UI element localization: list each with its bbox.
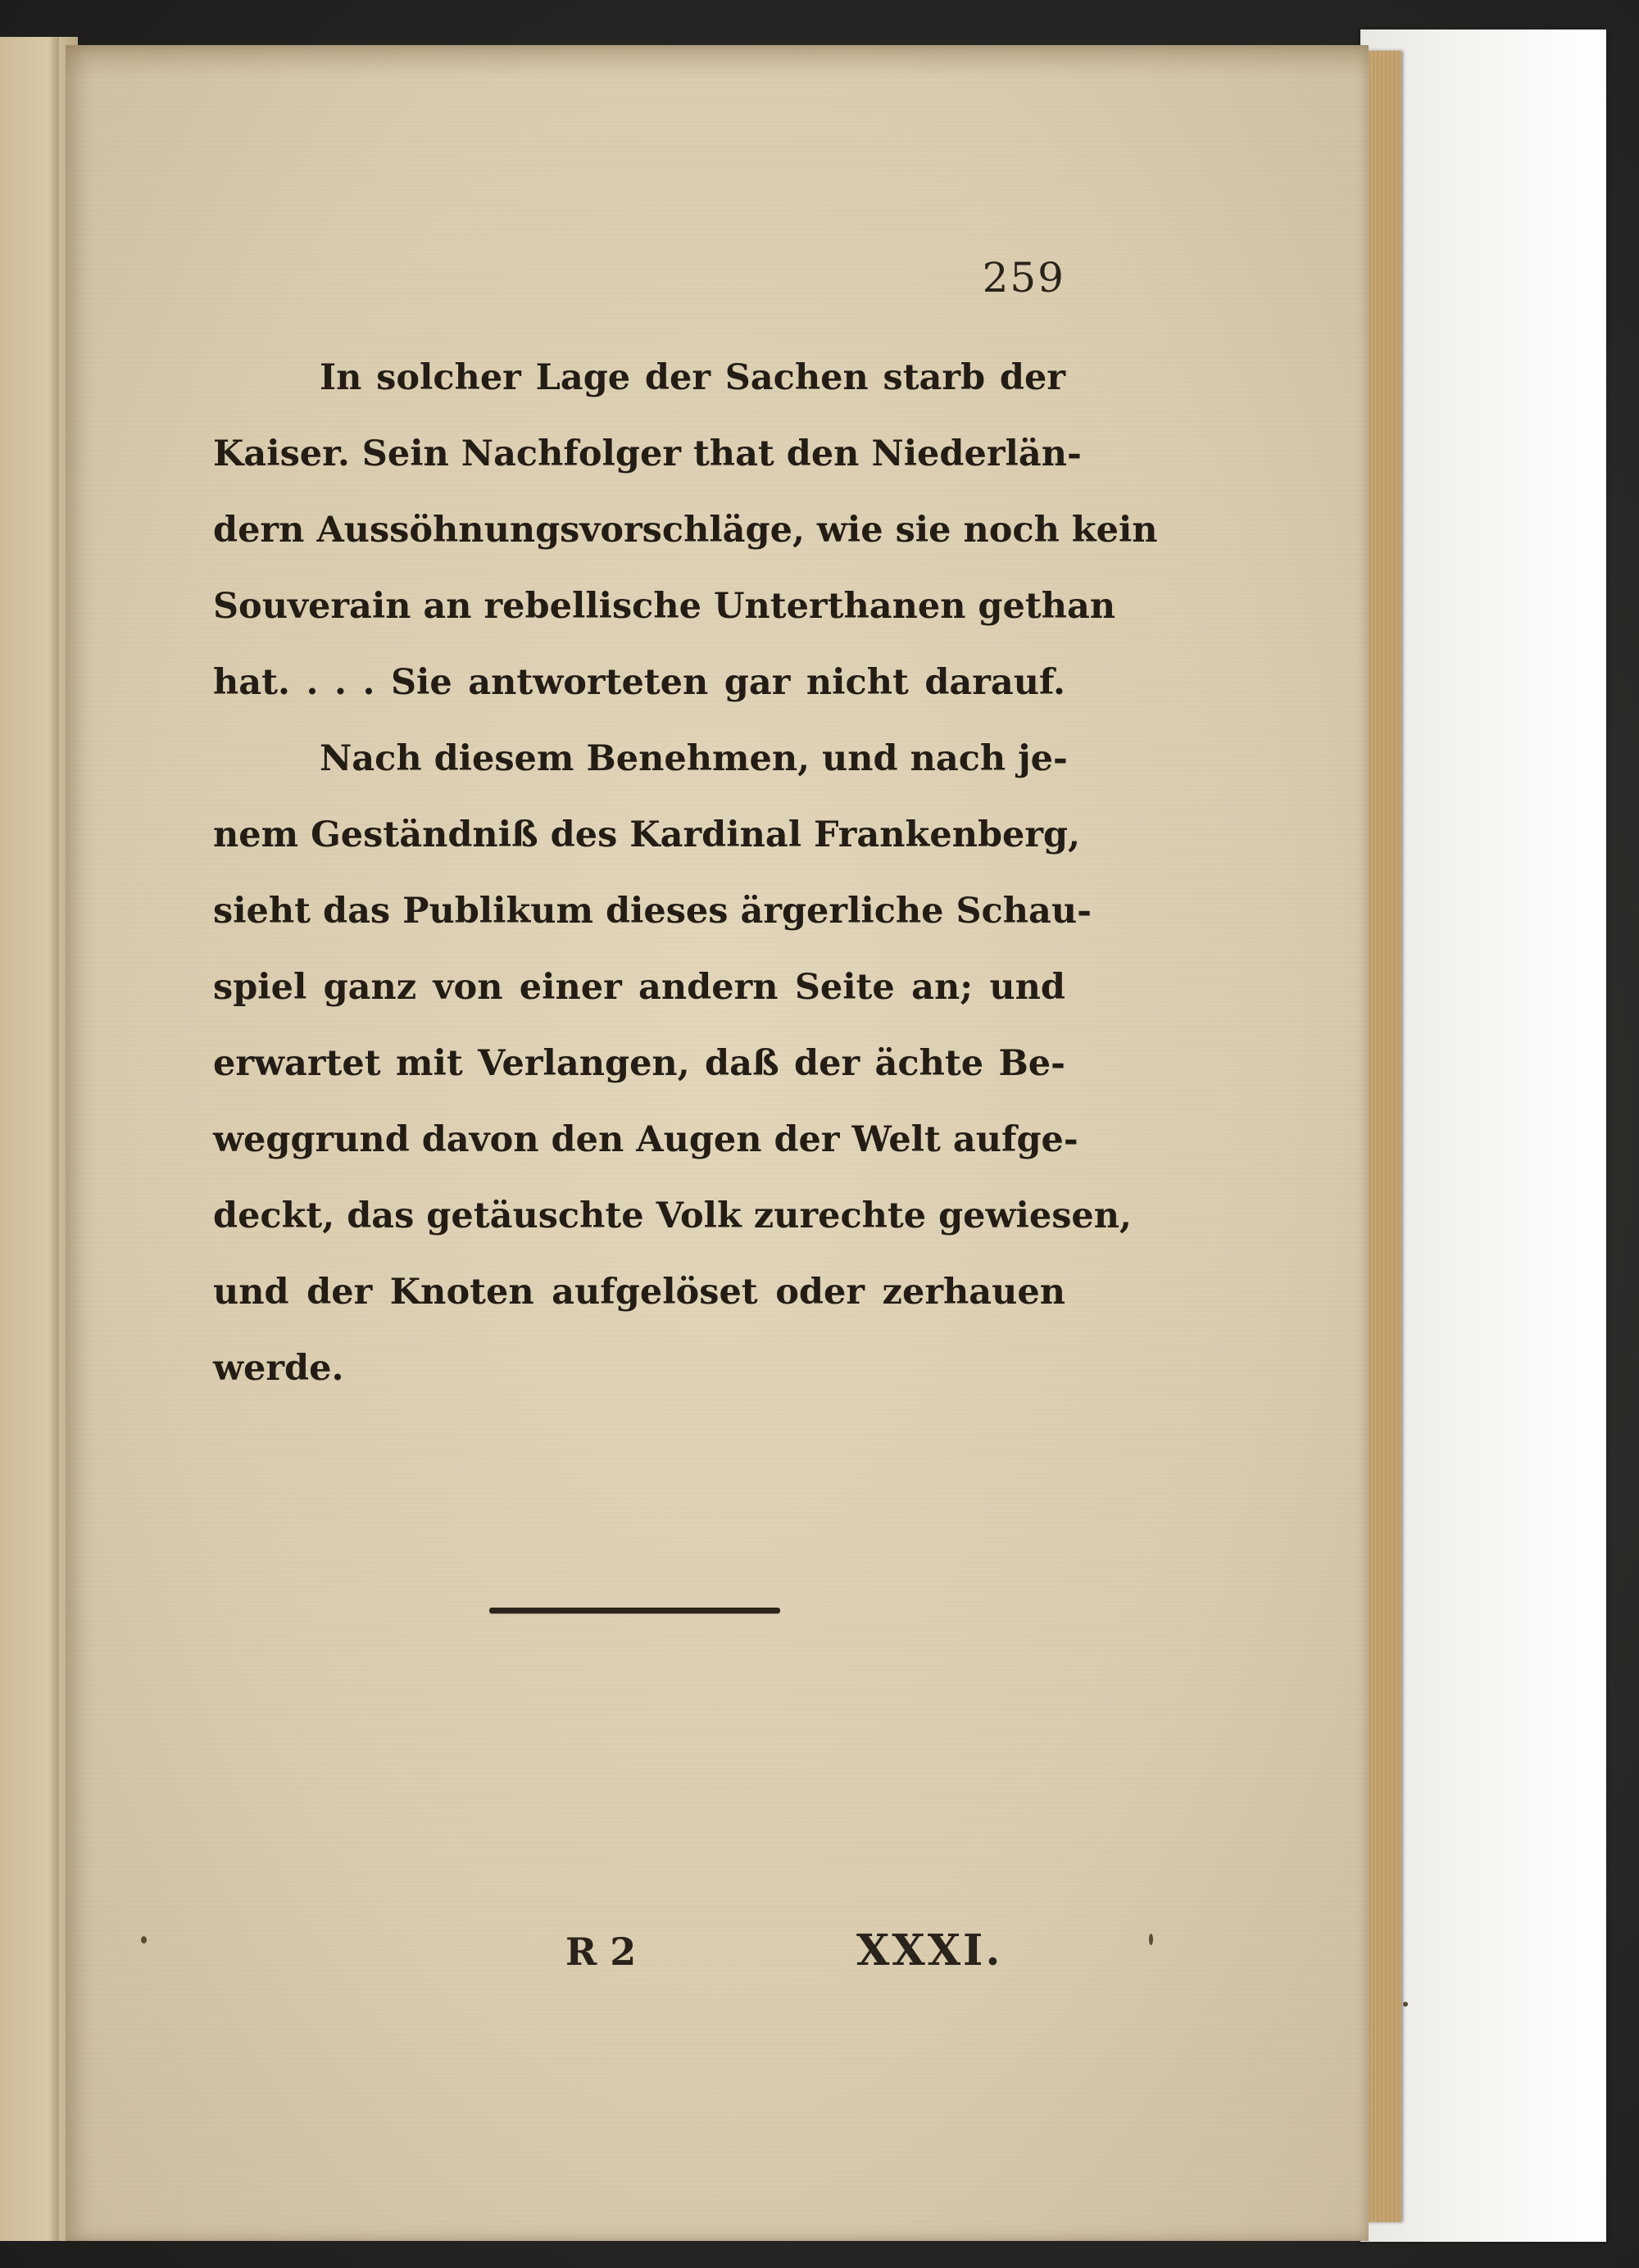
catchword: XXXI. xyxy=(856,1926,1003,1975)
page-top-shade xyxy=(66,45,1369,78)
page-number: 259 xyxy=(982,254,1065,302)
text-line: hat. . . . Sie antworteten gar nicht darauf. xyxy=(213,662,1065,703)
section-divider-rule xyxy=(489,1608,780,1613)
text-line: Kaiser. Sein Nachfolger that den Niederlän- xyxy=(213,433,1082,474)
printer-signature-mark: R 2 xyxy=(565,1930,637,1974)
text-line: werde. xyxy=(213,1348,344,1389)
text-line: weggrund davon den Augen der Welt aufge- xyxy=(213,1119,1078,1160)
text-line: spiel ganz von einer andern Seite an; und xyxy=(213,967,1065,1008)
text-line: Nach diesem Benehmen, und nach je- xyxy=(320,738,1068,779)
text-line: nem Geständniß des Kardinal Frankenberg, xyxy=(213,814,1081,855)
page-body-text xyxy=(213,340,1158,1407)
paper-speck xyxy=(141,1936,147,1944)
paper-speck xyxy=(1403,2002,1408,2007)
text-line: und der Knoten aufgelöset oder zerhauen xyxy=(213,1272,1065,1313)
text-line: sieht das Publikum dieses ärgerliche Schau- xyxy=(213,891,1092,932)
paper-speck xyxy=(1149,1934,1153,1945)
text-line: deckt, das getäuschte Volk zurechte gewiesen, xyxy=(213,1195,1133,1236)
text-line: In solcher Lage der Sachen starb der xyxy=(320,357,1065,398)
text-line: Souverain an rebellische Unterthanen gethan xyxy=(213,586,1116,627)
text-line: erwartet mit Verlangen, daß der ächte Be- xyxy=(213,1043,1065,1084)
gutter-shadow xyxy=(49,37,59,2241)
text-line: dern Aussöhnungsvorschläge, wie sie noch kein xyxy=(213,510,1158,551)
